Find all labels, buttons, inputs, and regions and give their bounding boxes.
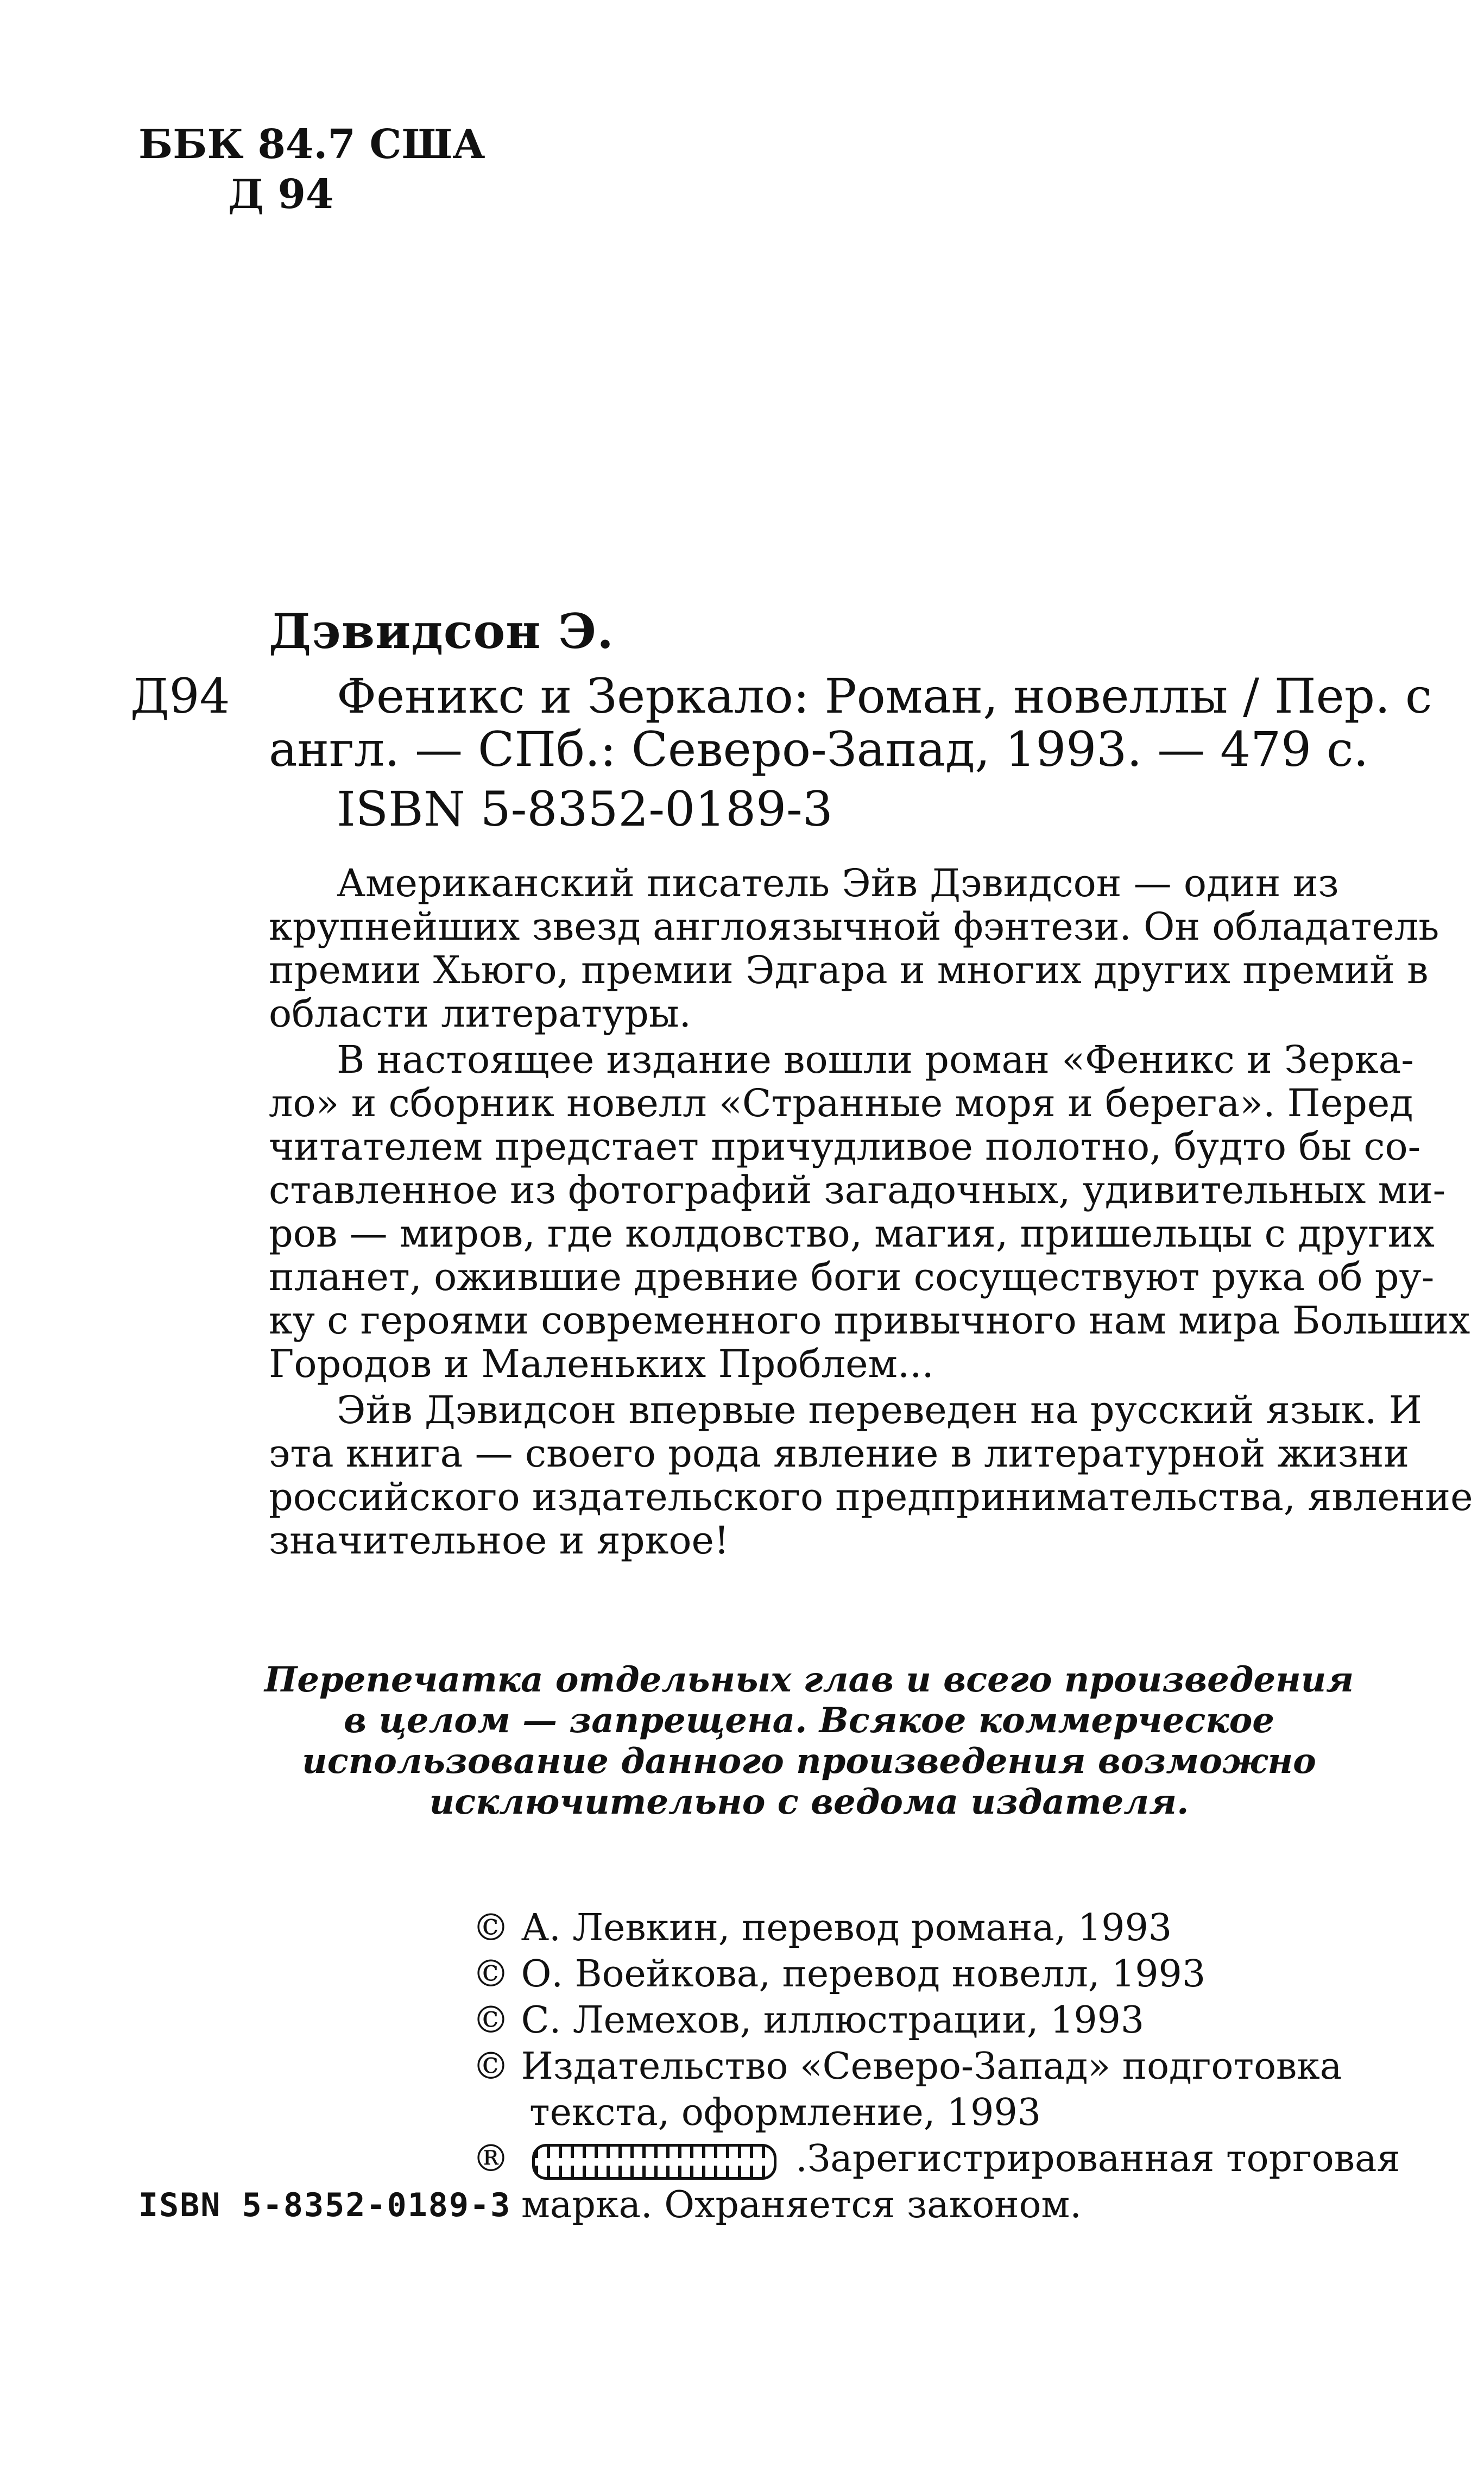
title-line-1: Феникс и Зеркало: Роман, новеллы / Пер. с: [337, 668, 1432, 724]
annotation-line: ку с героями современного привычного нам мира Больших: [269, 1298, 1470, 1343]
isbn-bottom: ISBN 5-8352-0189-3: [138, 2186, 511, 2224]
copyright-text: С. Лемехов, иллюстрации, 1993: [521, 1999, 1145, 2042]
copyright-item: [472, 1999, 1144, 2042]
notice-line: Перепечатка отдельных глав и всего произведения: [264, 1659, 1354, 1700]
author-sign-code: Д94: [130, 668, 230, 724]
trademark-text-1: .Зарегистрированная торговая: [795, 2137, 1400, 2180]
annotation-line: премии Хьюго, премии Эдгара и многих других премий в: [269, 948, 1429, 992]
annotation-line: читателем предстает причудливое полотно, будто бы со-: [269, 1124, 1421, 1169]
bbk-line-2: Д 94: [228, 171, 334, 218]
annotation-line: ло» и сборник новелл «Странные моря и берега». Перед: [269, 1081, 1413, 1125]
annotation-line: Эйв Дэвидсон впервые переведен на русский язык. И: [337, 1388, 1422, 1432]
annotation-line: Американский писатель Эйв Дэвидсон — один из: [337, 861, 1339, 905]
annotation-line: российского издательского предпринимательства, явление: [269, 1475, 1473, 1519]
bbk-line-1: ББК 84.7 США: [138, 121, 485, 168]
annotation-line: эта книга — своего рода явление в литературной жизни: [269, 1431, 1410, 1476]
copyright-item: [472, 2045, 1342, 2088]
copyright-symbol: ©: [472, 1953, 509, 1996]
notice-line: исключительно с ведома издателя.: [429, 1782, 1189, 1822]
registered-symbol: ®: [472, 2137, 509, 2180]
bbk-classification: [138, 119, 485, 219]
copyright-symbol: ©: [472, 1999, 509, 2042]
trademark-text-2: марка. Охраняется законом.: [521, 2184, 1082, 2226]
copyright-symbol: ©: [472, 2045, 509, 2088]
annotation-line: В настоящее издание вошли роман «Феникс и Зерка-: [337, 1037, 1414, 1082]
copyright-item: [472, 1907, 1172, 1949]
copyright-item: [472, 1953, 1205, 1996]
author-name: Дэвидсон Э.: [269, 603, 614, 659]
annotation-line: Городов и Маленьких Проблем...: [269, 1342, 934, 1386]
annotation-line: ров — миров, где колдовство, магия, пришельцы с других: [269, 1211, 1435, 1256]
notice-line: в целом — запрещена. Всякое коммерческое: [344, 1700, 1274, 1741]
notice-line: использование данного произведения возможно: [302, 1741, 1316, 1782]
annotation-line: ставленное из фотографий загадочных, удивительных ми-: [269, 1168, 1446, 1212]
annotation-line: области литературы.: [269, 991, 691, 1036]
annotation-line: планет, ожившие древние боги сосуществуют рука об ру-: [269, 1255, 1435, 1299]
isbn-main: ISBN 5-8352-0189-3: [337, 781, 833, 837]
publisher-logo-icon: [532, 2144, 776, 2180]
copyright-text: А. Левкин, перевод романа, 1993: [521, 1907, 1172, 1949]
trademark-line: [472, 2137, 1400, 2180]
annotation-line: крупнейших звезд англоязычной фэнтези. Он обладатель: [269, 904, 1439, 949]
title-line-2: англ. — СПб.: Северо-Запад, 1993. — 479 с.: [269, 721, 1369, 777]
copyright-symbol: ©: [472, 1907, 509, 1949]
annotation-line: значительное и яркое!: [269, 1518, 730, 1563]
copyright-item-continuation: текста, оформление, 1993: [529, 2091, 1041, 2134]
copyright-text: Издательство «Северо-Запад» подготовка: [521, 2045, 1342, 2088]
copyright-text: О. Воейкова, перевод новелл, 1993: [521, 1953, 1206, 1996]
